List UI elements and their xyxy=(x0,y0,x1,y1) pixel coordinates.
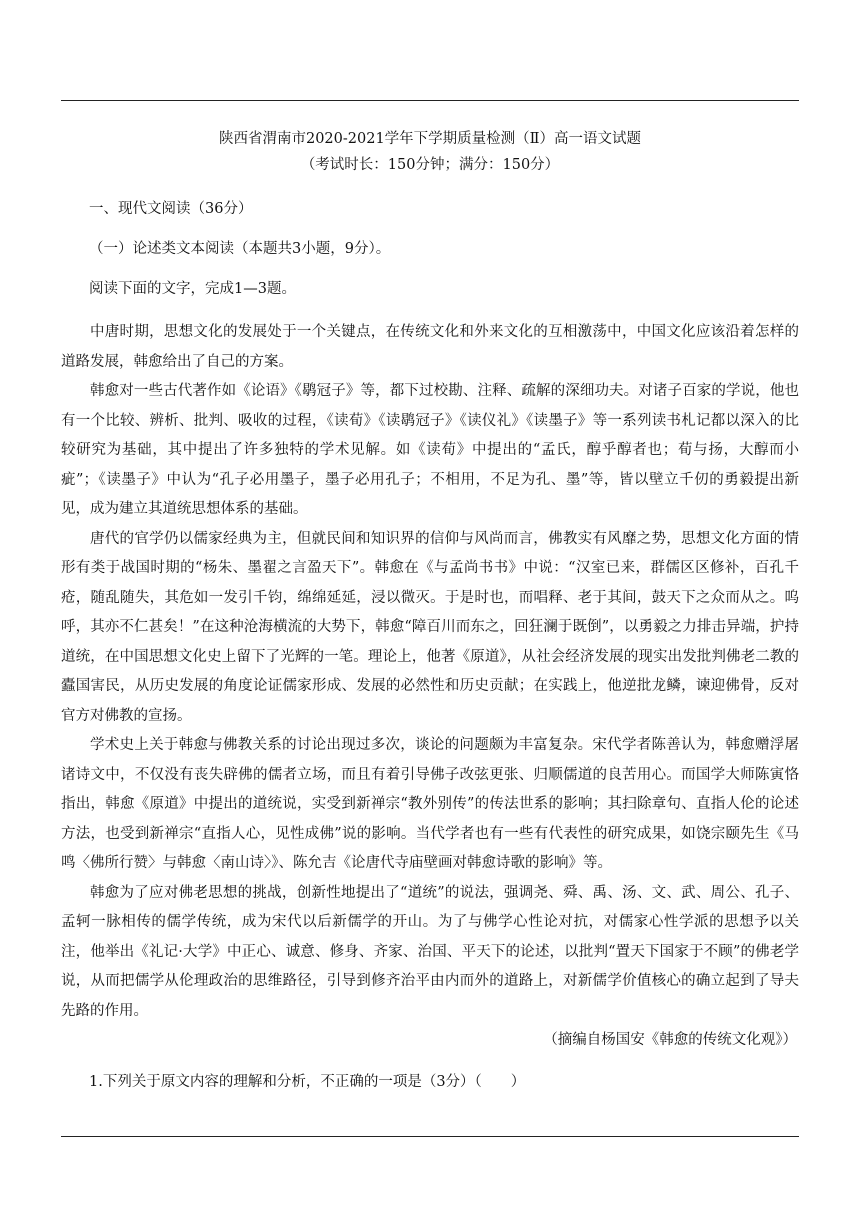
section-heading: 一、现代文阅读（36分） xyxy=(89,201,253,217)
paragraph-2: 韩愈对一些古代著作如《论语》《鹖冠子》等，都下过校勘、注释、疏解的深细功夫。对诸子百家的学说，他也有一个比较、辨析、批判、吸收的过程，《读荀》《读鹖冠子》《读仪礼》《读墨子》等一系列读书札记都以深入的比较研究为基础，其中提出了许多独特的学术见解。如《读荀》中提出的“孟氏，醇乎醇者也；荀与扬，大醇而小疵”；《读墨子》中认为“孔子必用墨子，墨子必用孔子；不相用，不足为孔、墨”等，皆以壁立千仞的勇毅提出新见，成为建立其道统思想体系的基础。 xyxy=(61,383,799,517)
question-1: 1.下列关于原文内容的理解和分析，不正确的一项是（3分）（ ） xyxy=(89,1073,526,1090)
paragraph-3: 唐代的官学仍以儒家经典为主，但就民间和知识界的信仰与风尚而言，佛教实有风靡之势，思想文化方面的情形有类于战国时期的“杨朱、墨翟之言盈天下”。韩愈在《与孟尚书书》中说：“汉室已来，群儒区区修补，百孔千疮，随乱随失，其危如一发引千钧，绵绵延延，浸以微灭。于是时也，而唱释、老于其间，鼓天下之众而从之。呜呼，其亦不仁甚矣！”在这种沧海横流的大势下，韩愈“障百川而东之，回狂澜于既倒”，以勇毅之力排击异端，护持道统，在中国思想文化史上留下了光辉的一笔。理论上，他著《原道》，从社会经济发展的现实出发批判佛老二教的蠹国害民，从历史发展的角度论证儒家形成、发展的必然性和历史贡献；在实践上，他逆批龙鳞，谏迎佛骨，反对官方对佛教的宣扬。 xyxy=(61,530,799,724)
top-rule xyxy=(61,100,799,101)
exam-subtitle: （考试时长：150分钟；满分：150分） xyxy=(300,157,560,173)
paragraph-1: 中唐时期，思想文化的发展处于一个关键点，在传统文化和外来文化的互相激荡中，中国文化应该沿着怎样的道路发展，韩愈给出了自己的方案。 xyxy=(61,324,799,370)
bottom-rule xyxy=(61,1136,799,1137)
reading-instruction: 阅读下面的文字，完成1—3题。 xyxy=(89,281,296,297)
document-body xyxy=(61,128,799,1093)
exam-title: 陕西省渭南市2020-2021学年下学期质量检测（Ⅱ）高一语文试题 xyxy=(218,131,642,147)
source-citation: （摘编自杨国安《韩愈的传统文化观》） xyxy=(543,1032,797,1048)
paragraph-4: 学术史上关于韩愈与佛教关系的讨论出现过多次，谈论的问题颇为丰富复杂。宋代学者陈善认为，韩愈赠浮屠诸诗文中，不仅没有丧失辟佛的儒者立场，而且有着引导佛子改弦更张、归顺儒道的良苦用心。而国学大师陈寅恪指出，韩愈《原道》中提出的道统说，实受到新禅宗“教外别传”的传法世系的影响；其扫除章句、直指人伦的论述方法，也受到新禅宗“直指人心，见性成佛”说的影响。当代学者也有一些有代表性的研究成果，如饶宗颐先生《马鸣〈佛所行赞〉与韩愈〈南山诗〉》、陈允吉《论唐代寺庙壁画对韩愈诗歌的影响》等。 xyxy=(61,737,799,871)
paragraph-5: 韩愈为了应对佛老思想的挑战，创新性地提出了“道统”的说法，强调尧、舜、禹、汤、文、武、周公、孔子、孟轲一脉相传的儒学传统，成为宋代以后新儒学的开山。为了与佛学心性论对抗，对儒家心性学派的思想予以关注，他举出《礼记·大学》中正心、诚意、修身、齐家、治国、平天下的论述，以批判“置天下国家于不顾”的佛老学说，从而把儒学从伦理政治的思维路径，引导到修齐治平由内而外的道路上，对新儒学价值核心的确立起到了导夫先路的作用。 xyxy=(61,884,799,1019)
subsection-heading: （一）论述类文本阅读（本题共3小题，9分）。 xyxy=(89,241,391,257)
